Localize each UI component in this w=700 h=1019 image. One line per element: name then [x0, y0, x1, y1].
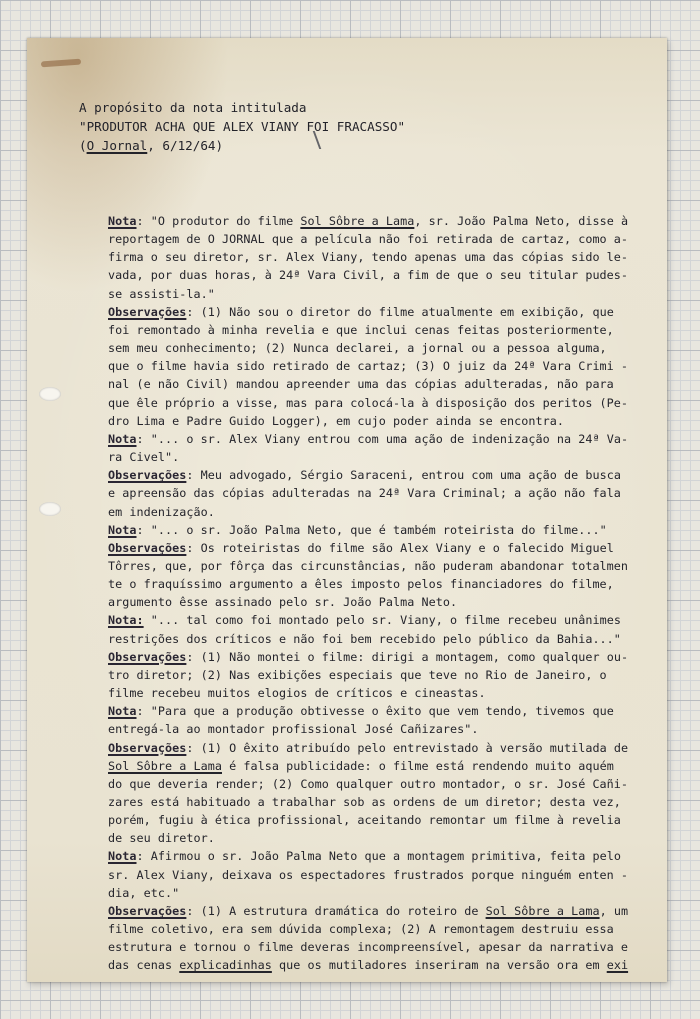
film-title: Sol Sôbre a Lama — [108, 758, 222, 773]
text-run: : Os roteiristas do filme são Alex Viany e o falecido Miguel — [186, 540, 614, 555]
text-line: dro Lima e Padre Guido Logger), em cujo poder ainda se encontra. — [108, 413, 564, 428]
text-line — [108, 430, 668, 448]
text-line: se assisti-la." — [108, 286, 215, 301]
text-line: estrutura e tornou o filme deveras incompreensível, apesar da narrativa e — [108, 940, 629, 955]
text-run: "... tal como foi montado pelo sr. Viany, o filme recebeu unânimes — [143, 613, 621, 628]
text-line: Tôrres, que, por fôrça das circunstâncias, não puderam abandonar totalmen — [108, 558, 629, 573]
text-run: : "Para que a produção obtivesse o êxito que vem tendo, tivemos que — [136, 704, 614, 719]
text-run: : (1) O êxito atribuído pelo entrevistado à versão mutilada de — [186, 740, 629, 755]
text-line — [108, 521, 668, 539]
text-run: que os mutiladores inseriram na versão ora em — [271, 958, 607, 973]
text-line: que o filme havia sido retirado de cartaz; (3) O juiz da 24ª Vara Crimi - — [108, 359, 629, 374]
text-line — [108, 739, 668, 757]
newspaper-name: O Jornal — [86, 138, 148, 153]
film-title: Sol Sôbre a Lama — [485, 903, 600, 918]
film-title: Sol Sôbre a Lama — [300, 214, 415, 228]
underlined-word: exi — [606, 958, 629, 973]
text-line — [108, 902, 668, 920]
header-line: A propósito da nota intitulada — [79, 100, 307, 115]
nota-label: Nota — [108, 849, 137, 864]
text-line: reportagem de O JORNAL que a película não foi retirada de cartaz, como a- — [108, 232, 629, 247]
observacoes-label: Observações — [108, 540, 187, 555]
observacoes-label: Observações — [108, 740, 187, 755]
text-line: filme coletivo, era sem dúvida complexa; (2) A remontagem destruiu essa — [108, 922, 614, 937]
text-run: : (1) Não sou o diretor do filme atualmente em exibição, que — [186, 304, 614, 319]
text-line: zares está habituado a trabalhar sob as ordens de um diretor; desta vez, — [108, 795, 621, 809]
nota-label: Nota — [108, 522, 137, 537]
text-line: do que deveria render; (2) Como qualquer outro montador, o sr. José Cañi- — [108, 776, 629, 791]
text-line — [108, 702, 668, 720]
observacoes-label: Observações — [108, 649, 187, 664]
text-run: , sr. João Palma Neto, disse à — [414, 214, 629, 228]
text-line — [108, 466, 668, 484]
text-line: argumento êsse assinado pelo sr. João Palma Neto. — [108, 595, 458, 610]
text-line: e apreensão das cópias adulteradas na 24ª Vara Criminal; a ação não fala — [108, 486, 621, 501]
observacoes-label: Observações — [108, 468, 187, 483]
nota-label: Nota — [108, 704, 137, 719]
text-line — [108, 212, 668, 230]
text-run: : "O produtor do filme — [136, 214, 301, 228]
text-line: porém, fugiu à ética profissional, aceitando remontar um filme à revelia — [108, 813, 621, 828]
text-line: de seu diretor. — [108, 831, 215, 846]
text-line: vada, por duas horas, à 24ª Vara Civil, a fim de que o seu titular pudes- — [108, 268, 629, 283]
document-page — [27, 38, 667, 982]
text-line: restrições dos críticos e não foi bem recebido pelo público da Bahia..." — [108, 631, 621, 646]
observacoes-label: Observações — [108, 304, 187, 319]
text-run: , um — [599, 903, 629, 918]
text-run: é falsa publicidade: o filme está rendendo muito aquém — [222, 758, 614, 773]
text-line: nal (e não Civil) mandou apreender uma das cópias adulteradas, não para — [108, 377, 614, 392]
text-line: foi remontado à minha revelia e que inclui cenas feitas posteriormente, — [108, 322, 614, 337]
observacoes-label: Observações — [108, 903, 187, 918]
nota-label: Nota — [108, 214, 137, 228]
text-line: ra Civel". — [108, 450, 180, 465]
text-line: sem meu conhecimento; (2) Nunca declarei, a jornal ou a pessoa alguma, — [108, 341, 607, 356]
text-line: que êle próprio a visse, mas para colocá-la à disposição dos peritos (Pe- — [108, 395, 629, 410]
punch-hole — [39, 387, 61, 401]
text-line — [108, 611, 668, 629]
text-run: : "... o sr. João Palma Neto, que é também roteirista do filme..." — [136, 522, 607, 537]
text-line: dia, etc." — [108, 885, 180, 900]
text-line: entregá-la ao montador profissional José Cañizares". — [108, 722, 479, 737]
text-line: em indenização. — [108, 504, 215, 519]
text-line — [108, 757, 668, 775]
punch-hole — [39, 502, 61, 516]
text-run: : (1) A estrutura dramática do roteiro de — [186, 903, 486, 918]
text-line: tro diretor; (2) Nas exibições especiais que teve no Rio de Janeiro, o — [108, 667, 607, 682]
text-line — [108, 648, 668, 666]
text-line: te o fraquíssimo argumento a êles imposto pelos financiadores do filme, — [108, 577, 614, 592]
text-line: filme recebeu muitos elogios de críticos e cineastas. — [108, 686, 486, 701]
document-header — [79, 98, 639, 155]
text-run: : (1) Não montei o filme: dirigi a montagem, como qualquer ou- — [186, 649, 629, 664]
underlined-word: explicadinhas — [179, 958, 272, 973]
nota-label: Nota — [108, 431, 137, 446]
text-line — [108, 956, 668, 974]
header-date: , 6/12/64) — [147, 138, 224, 153]
text-run: : Afirmou o sr. João Palma Neto que a montagem primitiva, feita pelo — [136, 849, 621, 864]
text-run: : "... o sr. Alex Viany entrou com uma ação de indenização na 24ª Va- — [136, 431, 629, 446]
text-line — [108, 539, 668, 557]
text-line: firma o seu diretor, sr. Alex Viany, tendo apenas uma das cópias sido le- — [108, 250, 629, 265]
text-line: sr. Alex Viany, deixava os espectadores frustrados porque ninguém enten - — [108, 867, 629, 882]
text-run: : Meu advogado, Sérgio Saraceni, entrou com uma ação de busca — [186, 468, 621, 483]
text-line — [108, 303, 668, 321]
text-line — [108, 847, 668, 865]
header-headline: "PRODUTOR ACHA QUE ALEX VIANY FOI FRACASSO" — [79, 119, 406, 134]
document-body — [108, 212, 668, 975]
header-source: (O Jornal, 6/12/64) — [79, 138, 224, 153]
nota-label: Nota: — [108, 613, 144, 628]
text-run: das cenas — [108, 958, 180, 973]
rust-stain — [41, 59, 81, 68]
